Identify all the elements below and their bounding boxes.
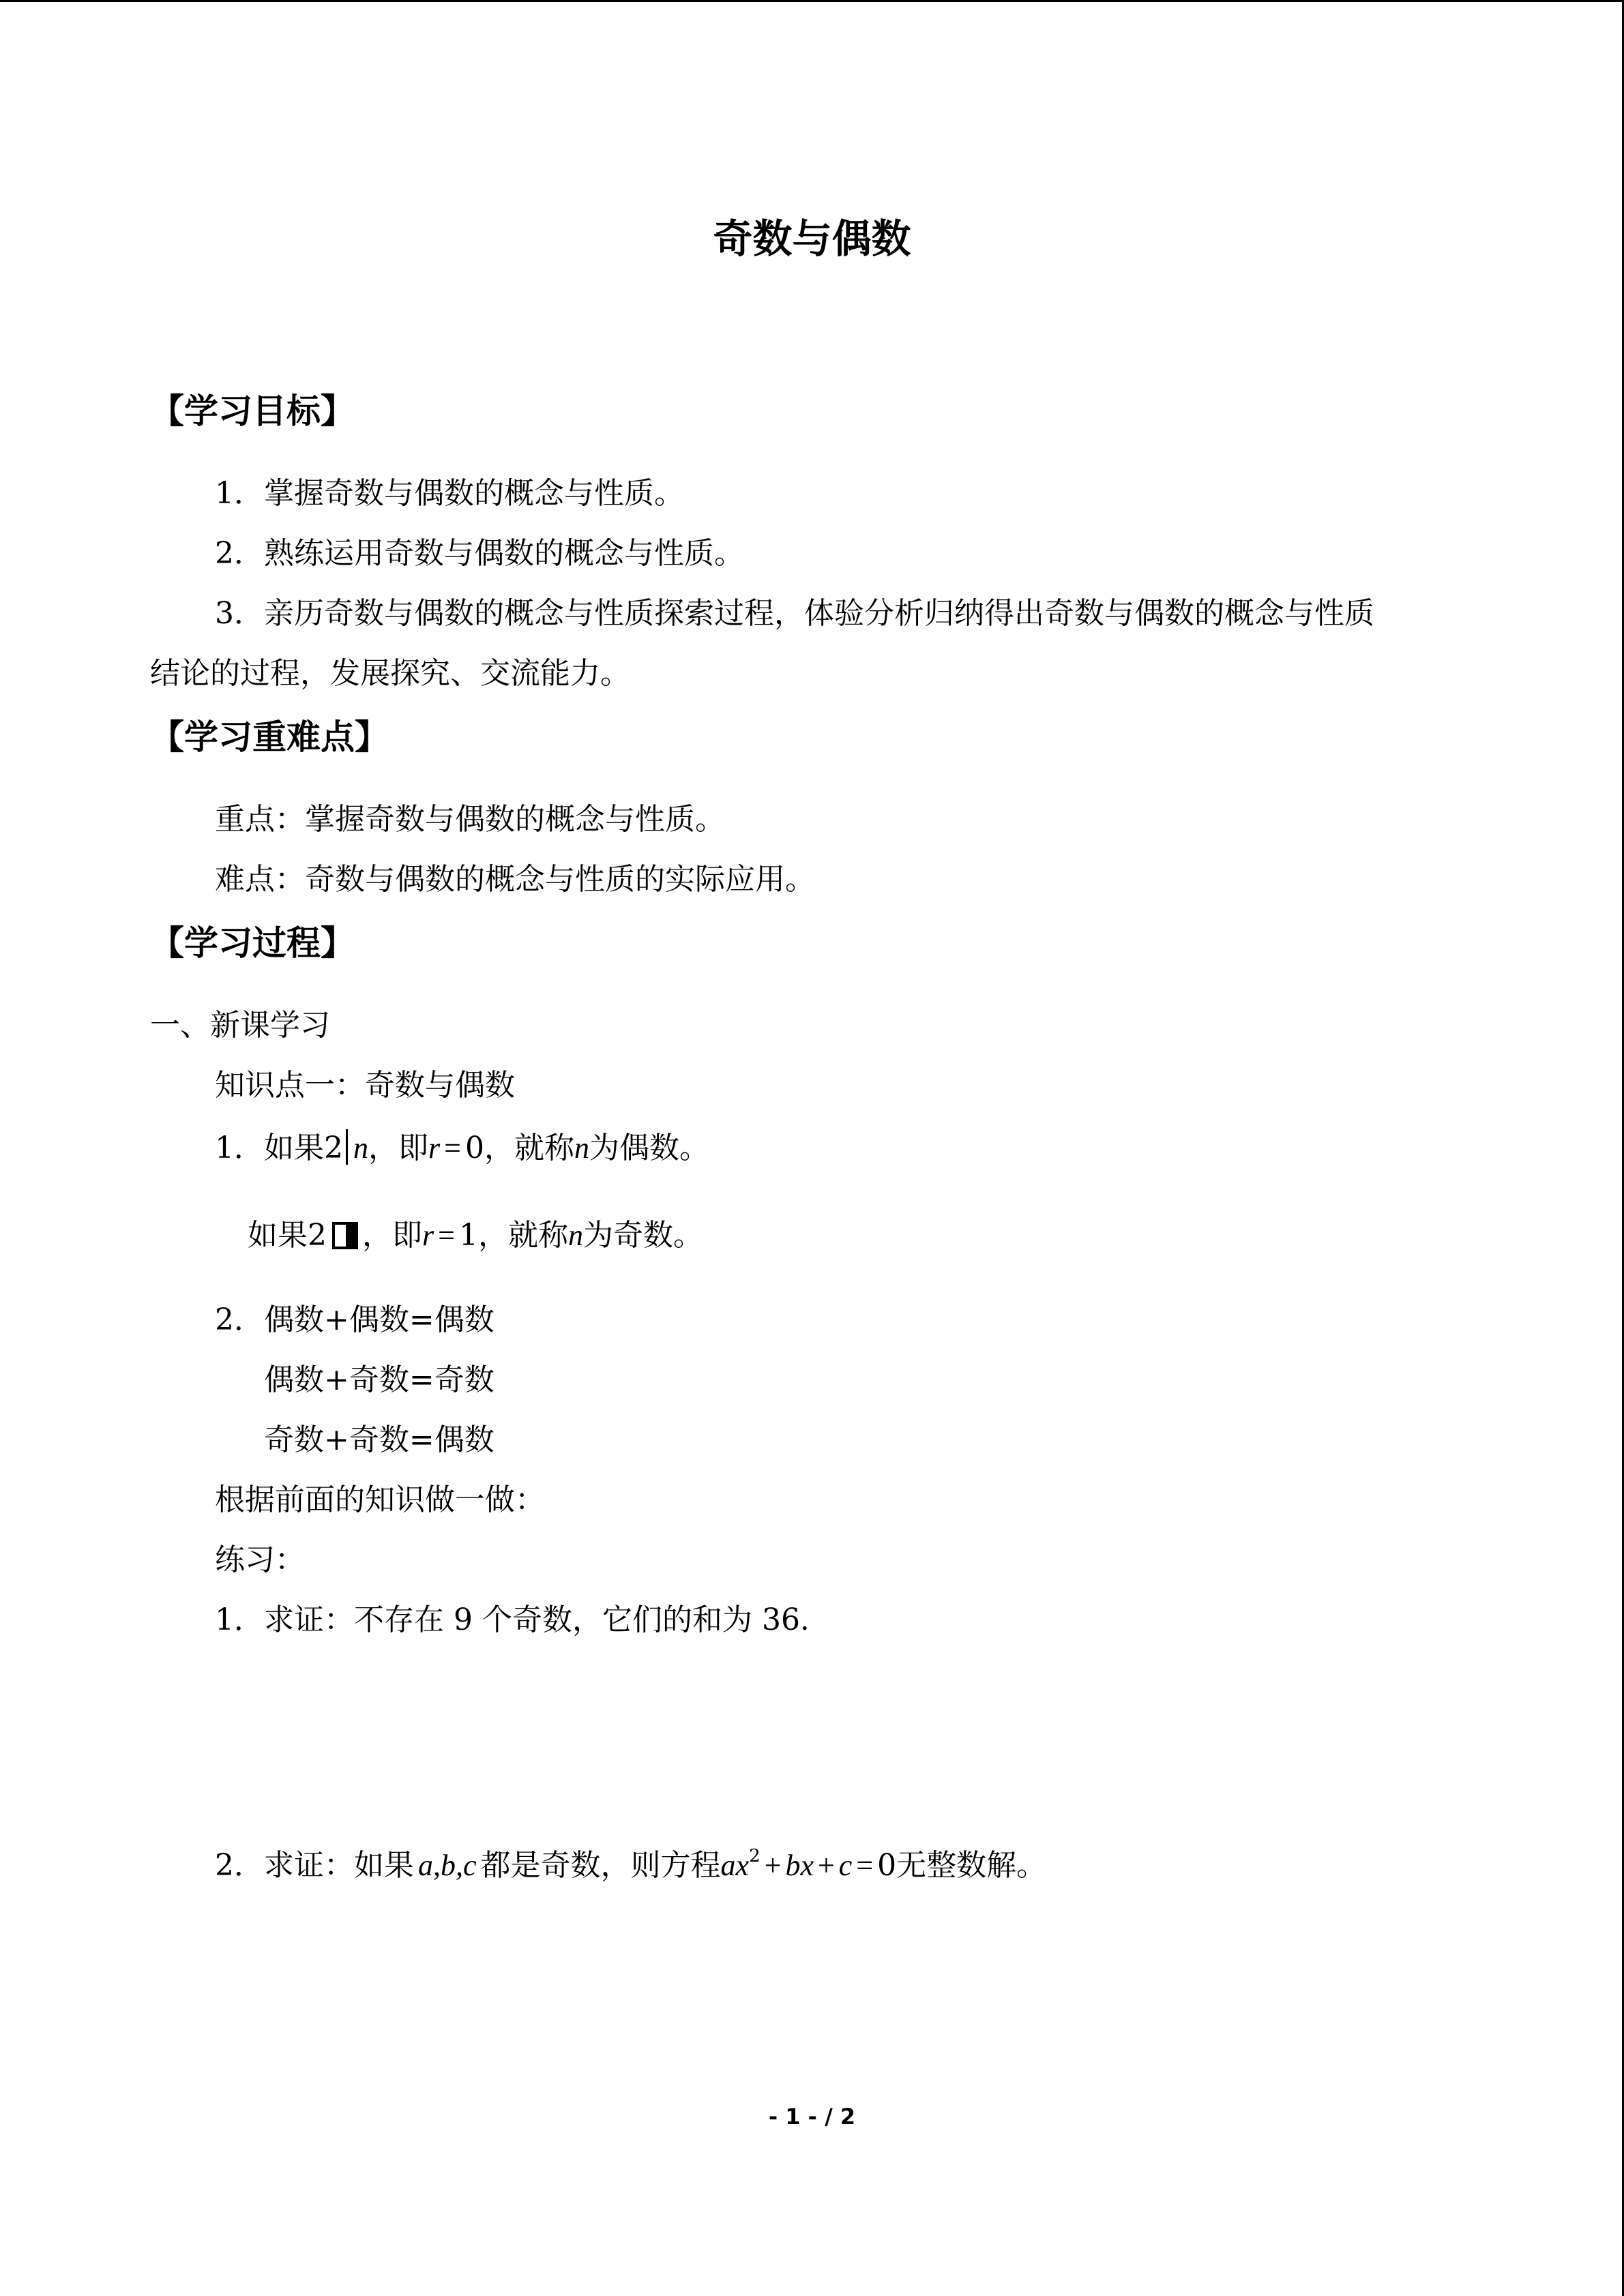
def1-tail: ，就称 [484, 1131, 574, 1165]
def2-tail: ，就称 [477, 1218, 568, 1253]
ex2-plus2: + [817, 1849, 835, 1882]
not-divides-symbol [332, 1222, 358, 1249]
practice-prompt: 根据前面的知识做一做： [215, 1482, 545, 1517]
def1-n: n [353, 1131, 368, 1165]
def1-end: 为偶数。 [589, 1131, 709, 1165]
ex2-zero: 0 [877, 1848, 897, 1883]
def2-r: r [422, 1219, 434, 1252]
exercise-label: 练习： [215, 1542, 305, 1577]
def2-eq: = [438, 1219, 455, 1252]
def2-two: 2 [308, 1218, 327, 1253]
objective-item: 3．亲历奇数与偶数的概念与性质探索过程，体验分析归纳得出奇数与偶数的概念与性质 [215, 596, 1374, 631]
even-definition [215, 1128, 709, 1169]
def2-n2: n [567, 1219, 583, 1252]
key-point: 重点：掌握奇数与偶数的概念与性质。 [215, 802, 725, 837]
part-one-label: 一、新课学习 [150, 1008, 330, 1043]
difficult-point: 难点：奇数与偶数的概念与性质的实际应用。 [215, 862, 815, 897]
def1-prefix: 1．如果 [215, 1131, 324, 1165]
knowledge-point-label: 知识点一：奇数与偶数 [215, 1068, 515, 1103]
def2-val: 1 [458, 1218, 478, 1253]
def2-prefix: 如果 [248, 1218, 308, 1253]
ex2-exponent: 2 [749, 1846, 761, 1866]
ex2-prefix: 2．求证：如果 [215, 1848, 414, 1883]
def1-eq: = [444, 1131, 461, 1165]
ex2-c: c [838, 1849, 853, 1882]
page-number: - 1 - / 2 [768, 2104, 856, 2130]
ex2-mid: 都是奇数，则方程 [480, 1848, 721, 1883]
key-points-heading: 【学习重难点】 [150, 717, 389, 757]
def1-mid: ，即 [368, 1131, 428, 1165]
def1-n2: n [574, 1131, 589, 1165]
objective-item: 2．熟练运用奇数与偶数的概念与性质。 [215, 536, 744, 571]
objectives-heading: 【学习目标】 [150, 391, 355, 431]
def1-val: 0 [464, 1131, 484, 1165]
odd-definition [248, 1215, 703, 1256]
rule-odd-odd: 奇数+奇数=偶数 [264, 1422, 494, 1457]
ex2-vars: a,b,c [418, 1849, 477, 1882]
ex2-eq: = [856, 1849, 874, 1882]
def1-two: 2 [324, 1131, 343, 1165]
def2-end: 为奇数。 [582, 1218, 703, 1253]
rule-even-odd: 偶数+奇数=奇数 [264, 1362, 494, 1397]
def2-mid: ，即 [362, 1218, 422, 1253]
ex2-plus1: + [764, 1849, 782, 1882]
exercise-2 [215, 1845, 1046, 1886]
objective-item-continued: 结论的过程，发展探究、交流能力。 [150, 656, 630, 691]
top-border [0, 0, 1624, 2]
process-heading: 【学习过程】 [150, 923, 355, 963]
exercise-1: 1．求证：不存在 9 个奇数，它们的和为 36. [215, 1602, 810, 1637]
objective-item: 1．掌握奇数与偶数的概念与性质。 [215, 476, 684, 511]
def1-r: r [428, 1131, 441, 1165]
divides-symbol [346, 1129, 348, 1165]
rule-even-even: 2．偶数+偶数=偶数 [215, 1302, 494, 1337]
ex2-bx: bx [785, 1849, 814, 1882]
ex2-end: 无整数解。 [896, 1848, 1047, 1883]
ex2-ax: ax [720, 1849, 750, 1882]
document-title: 奇数与偶数 [713, 215, 911, 262]
